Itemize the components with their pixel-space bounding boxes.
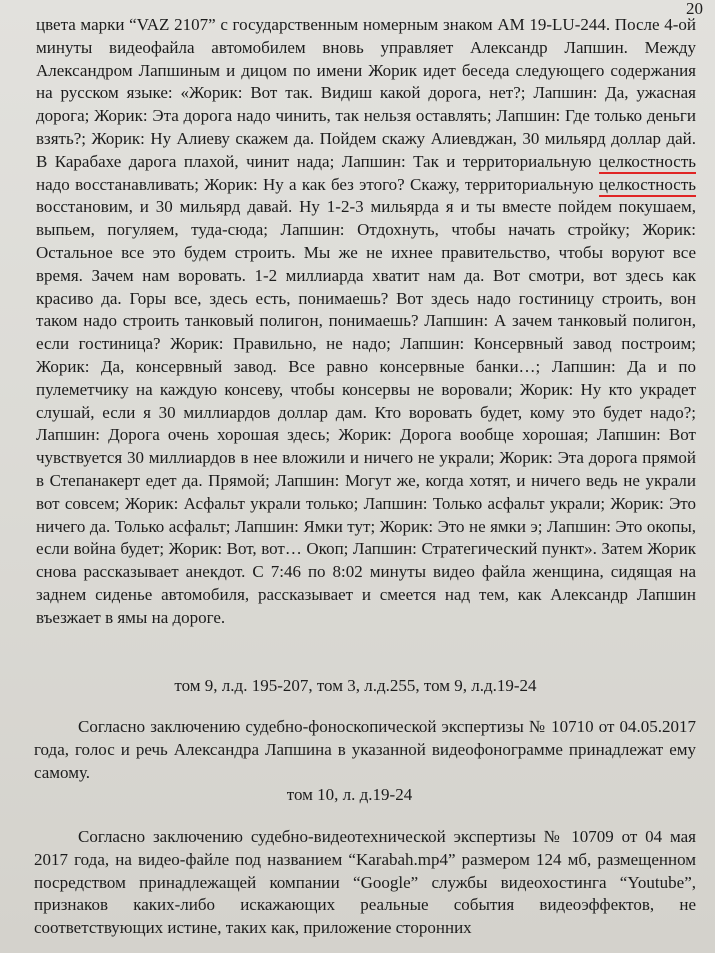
main-paragraph: [36, 14, 696, 630]
videotechnical-expertise-paragraph: [34, 826, 696, 940]
page-number: 20: [686, 0, 703, 18]
paragraph-text: Согласно заключению судебно-видеотехнической экспертизы № 10709 от 04 мая 2017 года, на видео-файле под названием “Karabah.mp4” размером 124 мб, размещенном посредством принадлежащей компании “Google” службы видеохостинга “Youtube”, признаков каких-либо искажающих реальные события видеоэффектов, не соответствующих истине, таких как, приложение сторонних: [34, 827, 696, 938]
highlighted-word-1: целкостность: [599, 152, 696, 174]
phonoscopic-expertise-paragraph: [34, 716, 696, 784]
transcript-part-2: надо восстанавливать; Жорик: Ну а как без этого? Скажу, территориальную: [36, 174, 599, 194]
case-reference-1: том 9, л.д. 195-207, том 3, л.д.255, том 9, л.д.19-24: [174, 676, 537, 695]
case-reference-2: том 10, л. д.19-24: [286, 785, 413, 804]
transcript-part-3: восстановим, и 30 мильярд давай. Ну 1-2-3 мильярда я и ты вместе пойдем покушаем, выпьем, погуляем, туда-сюда; Лапшин: Отдохнуть, чтобы начать стройку; Жорик: Остальное все это будем строить. Мы же не ихнее правительство, чтобы воруют все время. Зачем нам воровать. 1-2 миллиарда хватит нам да. Вот смотри, вот здесь как красиво да. Горы все, здесь есть, понимаешь? Вот здесь надо гостиницу строить, вон таком надо строить танковый полигон, понимаешь? Лапшин: А зачем танковый полигон, если гостиница? Жорик: Правильно, не надо; Лапшин: Консервный завод построим; Жорик: Да, консервный завод. Все равно консервные банки…; Лапшин: Да и по пулеметчику на каждую консеву, чтобы консервы не воровали; Жорик: Ну кто украдет слушай, если я 30 миллиардов доллар дам. Кто воровать будет, кому это будет надо?; Лапшин: Дорога очень хорошая здесь; Жорик: Дорога вообще хорошая; Лапшин: Вот чувствуется 30 миллиардов в нее вложили и ничего не украли; Жорик: Эта дорога прямой в Степанакерт едет да. Прямой; Лапшин: Могут же, когда хотят, и ничего ведь не украли вот совсем; Жорик: Асфальт украли только; Лапшин: Только асфальт украли; Жорик: Это ничего да. Только асфальт; Лапшин: Ямки тут; Жорик: Это не ямки э; Лапшин: Это окопы, если война будет; Жорик: Вот, вот… Окоп; Лапшин: Стратегический пункт». Затем Жорик снова рассказывает анекдот. С 7:46 по 8:02 минуты видео файла женщина, сидящая на заднем сиденье автомобиля, рассказывает и смеется над тем, как Александр Лапшин въезжает в ямы на дороге.: [36, 197, 696, 627]
transcript-part-1: цвета марки “VAZ 2107” с государственным номерным знаком АМ 19-LU-244. После 4-ой минуты видеофайла автомобилем вновь управляет Александр Лапшин. Между Александром Лапшиным и дицом по имени Жорик идет беседа следующего содержания на русском языке: «Жорик: Вот так. Видиш какой дорога, нет?; Лапшин: Да, ужасная дорога; Жорик: Эта дорога надо чинить, так нельзя оставлять; Лапшин: Где только деньги взять?; Жорик: Ну Алиеву скажем да. Пойдем скажу Алиевджан, 30 мильярд доллар дай. В Карабахе дарога плахой, чинит нада; Лапшин: Так и территориальную: [36, 15, 696, 171]
paragraph-text: Согласно заключению судебно-фоноскопической экспертизы № 10710 от 04.05.2017 года, голос и речь Александра Лапшина в указанной видеофонограмме принадлежат ему самому.: [34, 717, 696, 782]
highlighted-word-2: целкостность: [599, 175, 696, 197]
transcript-text: [36, 14, 696, 630]
